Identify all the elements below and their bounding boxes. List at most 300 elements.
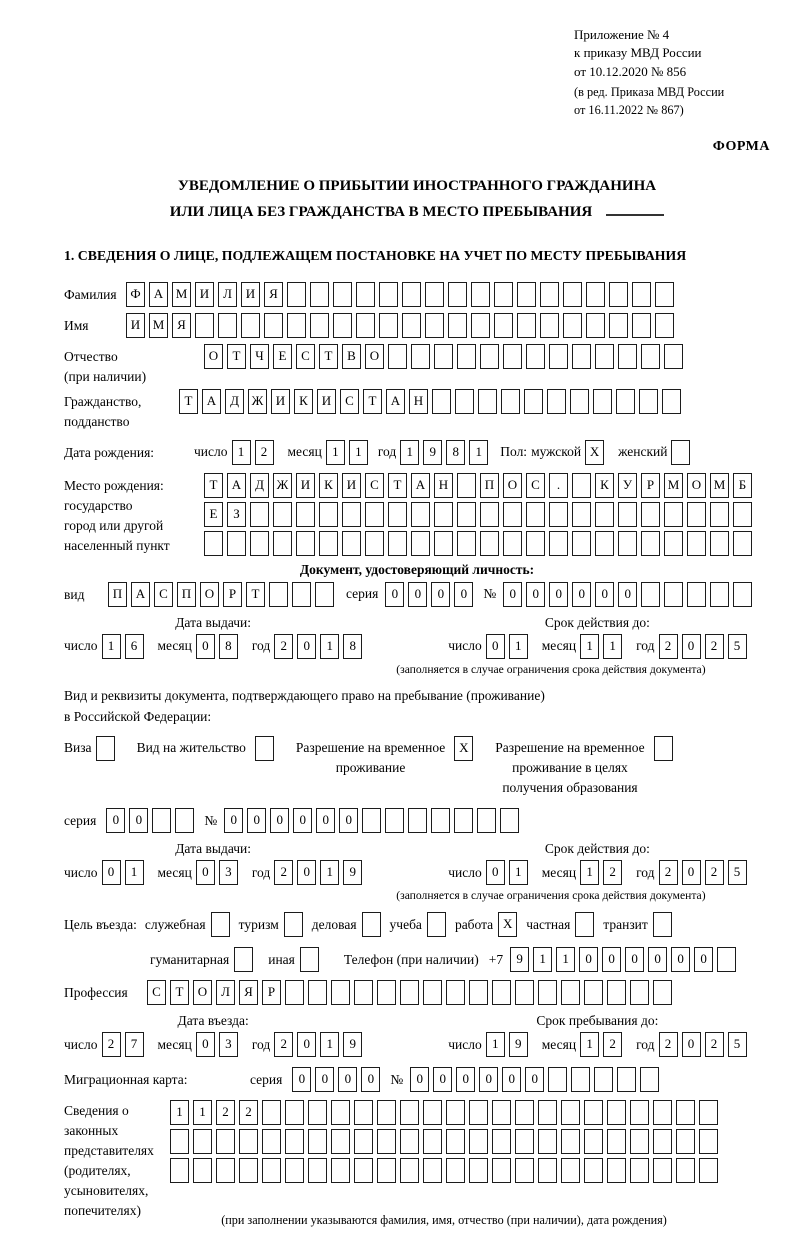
char-cell[interactable]: [315, 582, 334, 607]
char-cell[interactable]: [710, 582, 729, 607]
residence-issue-day-cells[interactable]: [102, 860, 144, 885]
char-cell[interactable]: [469, 980, 488, 1005]
char-cell[interactable]: [425, 282, 444, 307]
char-cell[interactable]: И: [126, 313, 145, 338]
char-cell[interactable]: 2: [659, 860, 678, 885]
char-cell[interactable]: [699, 1100, 718, 1125]
char-cell[interactable]: [273, 502, 292, 527]
given-name-cells[interactable]: [126, 313, 674, 338]
char-cell[interactable]: М: [664, 473, 683, 498]
char-cell[interactable]: 2: [216, 1100, 235, 1125]
char-cell[interactable]: [655, 282, 674, 307]
char-cell[interactable]: Т: [170, 980, 189, 1005]
char-cell[interactable]: [584, 1129, 603, 1154]
char-cell[interactable]: [478, 389, 497, 414]
char-cell[interactable]: 1: [509, 860, 528, 885]
char-cell[interactable]: [250, 531, 269, 556]
char-cell[interactable]: У: [618, 473, 637, 498]
char-cell[interactable]: 2: [603, 1032, 622, 1057]
char-cell[interactable]: 5: [728, 1032, 747, 1057]
char-cell[interactable]: 0: [408, 582, 427, 607]
char-cell[interactable]: Е: [273, 344, 292, 369]
identity-expiry-day-cells[interactable]: [486, 634, 528, 659]
char-cell[interactable]: И: [241, 282, 260, 307]
char-cell[interactable]: [515, 980, 534, 1005]
char-cell[interactable]: 0: [648, 947, 667, 972]
char-cell[interactable]: 5: [728, 860, 747, 885]
char-cell[interactable]: [607, 1100, 626, 1125]
char-cell[interactable]: [331, 1129, 350, 1154]
char-cell[interactable]: [423, 1100, 442, 1125]
birth-place-row1-cells[interactable]: [204, 473, 752, 498]
patronymic-cells[interactable]: [204, 344, 683, 369]
birth-place-row2-cells[interactable]: [204, 502, 752, 527]
char-cell[interactable]: [285, 1129, 304, 1154]
char-cell[interactable]: [377, 1129, 396, 1154]
char-cell[interactable]: [561, 1100, 580, 1125]
char-cell[interactable]: [170, 1158, 189, 1183]
char-cell[interactable]: [570, 389, 589, 414]
char-cell[interactable]: Р: [223, 582, 242, 607]
char-cell[interactable]: [538, 1129, 557, 1154]
char-cell[interactable]: 2: [102, 1032, 121, 1057]
char-cell[interactable]: [432, 389, 451, 414]
char-cell[interactable]: [216, 1129, 235, 1154]
char-cell[interactable]: [676, 1100, 695, 1125]
char-cell[interactable]: 0: [579, 947, 598, 972]
char-cell[interactable]: [411, 344, 430, 369]
char-cell[interactable]: К: [595, 473, 614, 498]
char-cell[interactable]: [653, 1158, 672, 1183]
char-cell[interactable]: [500, 808, 519, 833]
char-cell[interactable]: [503, 531, 522, 556]
char-cell[interactable]: [561, 980, 580, 1005]
char-cell[interactable]: [609, 282, 628, 307]
char-cell[interactable]: [524, 389, 543, 414]
char-cell[interactable]: 0: [270, 808, 289, 833]
char-cell[interactable]: [471, 282, 490, 307]
char-cell[interactable]: Б: [733, 473, 752, 498]
char-cell[interactable]: 1: [326, 440, 345, 465]
char-cell[interactable]: 0: [338, 1067, 357, 1092]
char-cell[interactable]: [425, 313, 444, 338]
purpose-official-checkbox[interactable]: [211, 912, 230, 937]
entry-year-cells[interactable]: [274, 1032, 362, 1057]
char-cell[interactable]: 1: [486, 1032, 505, 1057]
char-cell[interactable]: [492, 980, 511, 1005]
char-cell[interactable]: [641, 502, 660, 527]
char-cell[interactable]: [584, 1158, 603, 1183]
char-cell[interactable]: [549, 502, 568, 527]
char-cell[interactable]: 2: [705, 634, 724, 659]
char-cell[interactable]: [618, 531, 637, 556]
char-cell[interactable]: [494, 282, 513, 307]
char-cell[interactable]: [152, 808, 171, 833]
sex-male-checkbox[interactable]: X: [585, 440, 604, 465]
char-cell[interactable]: [287, 282, 306, 307]
residence-number-cells[interactable]: [224, 808, 519, 833]
char-cell[interactable]: [549, 344, 568, 369]
char-cell[interactable]: [408, 808, 427, 833]
char-cell[interactable]: 0: [361, 1067, 380, 1092]
char-cell[interactable]: 0: [502, 1067, 521, 1092]
char-cell[interactable]: [455, 389, 474, 414]
char-cell[interactable]: 0: [297, 860, 316, 885]
char-cell[interactable]: [241, 313, 260, 338]
char-cell[interactable]: 0: [503, 582, 522, 607]
visa-checkbox[interactable]: [96, 736, 115, 761]
char-cell[interactable]: [218, 313, 237, 338]
char-cell[interactable]: [492, 1129, 511, 1154]
char-cell[interactable]: 8: [446, 440, 465, 465]
char-cell[interactable]: [333, 282, 352, 307]
char-cell[interactable]: [308, 1158, 327, 1183]
char-cell[interactable]: [517, 313, 536, 338]
char-cell[interactable]: [434, 344, 453, 369]
char-cell[interactable]: П: [177, 582, 196, 607]
char-cell[interactable]: [572, 344, 591, 369]
identity-expiry-month-cells[interactable]: [580, 634, 622, 659]
char-cell[interactable]: 9: [343, 860, 362, 885]
char-cell[interactable]: [641, 344, 660, 369]
char-cell[interactable]: [572, 531, 591, 556]
char-cell[interactable]: 1: [193, 1100, 212, 1125]
char-cell[interactable]: 3: [219, 1032, 238, 1057]
identity-expiry-year-cells[interactable]: [659, 634, 747, 659]
char-cell[interactable]: [630, 1158, 649, 1183]
char-cell[interactable]: [664, 344, 683, 369]
char-cell[interactable]: [193, 1129, 212, 1154]
char-cell[interactable]: [733, 531, 752, 556]
char-cell[interactable]: [434, 502, 453, 527]
char-cell[interactable]: [400, 980, 419, 1005]
char-cell[interactable]: Л: [218, 282, 237, 307]
char-cell[interactable]: [262, 1158, 281, 1183]
char-cell[interactable]: 0: [106, 808, 125, 833]
char-cell[interactable]: [632, 313, 651, 338]
char-cell[interactable]: 2: [274, 860, 293, 885]
char-cell[interactable]: [377, 980, 396, 1005]
char-cell[interactable]: И: [317, 389, 336, 414]
char-cell[interactable]: [423, 1158, 442, 1183]
entry-day-cells[interactable]: [102, 1032, 144, 1057]
birth-month-cells[interactable]: [326, 440, 368, 465]
char-cell[interactable]: 1: [125, 860, 144, 885]
char-cell[interactable]: [641, 531, 660, 556]
char-cell[interactable]: [503, 502, 522, 527]
purpose-work-checkbox[interactable]: X: [498, 912, 517, 937]
char-cell[interactable]: С: [365, 473, 384, 498]
char-cell[interactable]: О: [503, 473, 522, 498]
char-cell[interactable]: 0: [385, 582, 404, 607]
char-cell[interactable]: [216, 1158, 235, 1183]
stay-month-cells[interactable]: [580, 1032, 622, 1057]
char-cell[interactable]: 2: [274, 1032, 293, 1057]
char-cell[interactable]: [662, 389, 681, 414]
char-cell[interactable]: [362, 808, 381, 833]
char-cell[interactable]: [457, 344, 476, 369]
char-cell[interactable]: 0: [316, 808, 335, 833]
char-cell[interactable]: 0: [479, 1067, 498, 1092]
char-cell[interactable]: 0: [682, 1032, 701, 1057]
char-cell[interactable]: 1: [320, 1032, 339, 1057]
char-cell[interactable]: [402, 282, 421, 307]
char-cell[interactable]: 0: [525, 1067, 544, 1092]
migration-card-number-cells[interactable]: [410, 1067, 659, 1092]
char-cell[interactable]: [239, 1129, 258, 1154]
char-cell[interactable]: 2: [239, 1100, 258, 1125]
char-cell[interactable]: [653, 1129, 672, 1154]
char-cell[interactable]: 1: [580, 860, 599, 885]
char-cell[interactable]: [400, 1100, 419, 1125]
char-cell[interactable]: [549, 531, 568, 556]
char-cell[interactable]: 0: [618, 582, 637, 607]
char-cell[interactable]: Т: [363, 389, 382, 414]
char-cell[interactable]: 1: [580, 1032, 599, 1057]
char-cell[interactable]: [630, 980, 649, 1005]
representatives-row3-cells[interactable]: [170, 1158, 718, 1183]
stay-year-cells[interactable]: [659, 1032, 747, 1057]
char-cell[interactable]: [469, 1129, 488, 1154]
char-cell[interactable]: [538, 1100, 557, 1125]
char-cell[interactable]: Т: [246, 582, 265, 607]
char-cell[interactable]: [607, 1158, 626, 1183]
char-cell[interactable]: [561, 1129, 580, 1154]
char-cell[interactable]: [269, 582, 288, 607]
char-cell[interactable]: 1: [320, 860, 339, 885]
char-cell[interactable]: [354, 1158, 373, 1183]
char-cell[interactable]: [630, 1100, 649, 1125]
char-cell[interactable]: 2: [659, 634, 678, 659]
char-cell[interactable]: А: [149, 282, 168, 307]
char-cell[interactable]: [653, 980, 672, 1005]
char-cell[interactable]: [342, 502, 361, 527]
char-cell[interactable]: Т: [319, 344, 338, 369]
char-cell[interactable]: [586, 282, 605, 307]
char-cell[interactable]: [457, 502, 476, 527]
char-cell[interactable]: [308, 1100, 327, 1125]
char-cell[interactable]: О: [687, 473, 706, 498]
char-cell[interactable]: 0: [602, 947, 621, 972]
char-cell[interactable]: Ж: [248, 389, 267, 414]
profession-cells[interactable]: [147, 980, 672, 1005]
residence-expiry-year-cells[interactable]: [659, 860, 747, 885]
char-cell[interactable]: Я: [239, 980, 258, 1005]
char-cell[interactable]: А: [386, 389, 405, 414]
char-cell[interactable]: 0: [293, 808, 312, 833]
char-cell[interactable]: [434, 531, 453, 556]
char-cell[interactable]: [448, 313, 467, 338]
char-cell[interactable]: [388, 531, 407, 556]
char-cell[interactable]: [526, 344, 545, 369]
char-cell[interactable]: П: [480, 473, 499, 498]
char-cell[interactable]: О: [204, 344, 223, 369]
char-cell[interactable]: [639, 389, 658, 414]
citizenship-cells[interactable]: [179, 389, 681, 414]
char-cell[interactable]: Д: [250, 473, 269, 498]
char-cell[interactable]: 0: [297, 1032, 316, 1057]
char-cell[interactable]: Н: [409, 389, 428, 414]
char-cell[interactable]: 1: [533, 947, 552, 972]
char-cell[interactable]: 5: [728, 634, 747, 659]
char-cell[interactable]: [385, 808, 404, 833]
residence-seriya-cells[interactable]: [106, 808, 194, 833]
char-cell[interactable]: 1: [509, 634, 528, 659]
char-cell[interactable]: М: [149, 313, 168, 338]
char-cell[interactable]: М: [710, 473, 729, 498]
migration-card-seriya-cells[interactable]: [292, 1067, 380, 1092]
char-cell[interactable]: [354, 1100, 373, 1125]
char-cell[interactable]: 0: [292, 1067, 311, 1092]
identity-doc-seriya-cells[interactable]: [385, 582, 473, 607]
char-cell[interactable]: К: [294, 389, 313, 414]
char-cell[interactable]: Я: [172, 313, 191, 338]
char-cell[interactable]: [503, 344, 522, 369]
char-cell[interactable]: [333, 313, 352, 338]
char-cell[interactable]: [250, 502, 269, 527]
char-cell[interactable]: 0: [410, 1067, 429, 1092]
char-cell[interactable]: О: [365, 344, 384, 369]
char-cell[interactable]: [457, 473, 476, 498]
char-cell[interactable]: В: [342, 344, 361, 369]
char-cell[interactable]: [354, 1129, 373, 1154]
char-cell[interactable]: 0: [339, 808, 358, 833]
char-cell[interactable]: А: [227, 473, 246, 498]
char-cell[interactable]: 0: [486, 860, 505, 885]
char-cell[interactable]: [699, 1129, 718, 1154]
char-cell[interactable]: [595, 502, 614, 527]
char-cell[interactable]: [480, 531, 499, 556]
char-cell[interactable]: [411, 502, 430, 527]
char-cell[interactable]: К: [319, 473, 338, 498]
identity-issue-year-cells[interactable]: [274, 634, 362, 659]
surname-cells[interactable]: [126, 282, 674, 307]
char-cell[interactable]: [687, 531, 706, 556]
char-cell[interactable]: 1: [170, 1100, 189, 1125]
residence-issue-month-cells[interactable]: [196, 860, 238, 885]
char-cell[interactable]: 0: [297, 634, 316, 659]
purpose-business-checkbox[interactable]: [362, 912, 381, 937]
char-cell[interactable]: 1: [102, 634, 121, 659]
char-cell[interactable]: [607, 1129, 626, 1154]
purpose-humanitarian-checkbox[interactable]: [234, 947, 253, 972]
char-cell[interactable]: Т: [204, 473, 223, 498]
char-cell[interactable]: [492, 1158, 511, 1183]
char-cell[interactable]: [492, 1100, 511, 1125]
purpose-private-checkbox[interactable]: [575, 912, 594, 937]
char-cell[interactable]: [632, 282, 651, 307]
char-cell[interactable]: Я: [264, 282, 283, 307]
char-cell[interactable]: [641, 582, 660, 607]
char-cell[interactable]: [356, 282, 375, 307]
char-cell[interactable]: [365, 502, 384, 527]
char-cell[interactable]: [480, 502, 499, 527]
char-cell[interactable]: 0: [456, 1067, 475, 1092]
char-cell[interactable]: [310, 313, 329, 338]
char-cell[interactable]: 0: [549, 582, 568, 607]
char-cell[interactable]: [584, 980, 603, 1005]
char-cell[interactable]: [446, 1158, 465, 1183]
char-cell[interactable]: [356, 313, 375, 338]
purpose-study-checkbox[interactable]: [427, 912, 446, 937]
char-cell[interactable]: [379, 313, 398, 338]
char-cell[interactable]: С: [526, 473, 545, 498]
char-cell[interactable]: [540, 313, 559, 338]
char-cell[interactable]: Н: [434, 473, 453, 498]
char-cell[interactable]: [515, 1100, 534, 1125]
char-cell[interactable]: [319, 531, 338, 556]
residence-expiry-month-cells[interactable]: [580, 860, 622, 885]
char-cell[interactable]: [273, 531, 292, 556]
char-cell[interactable]: [547, 389, 566, 414]
char-cell[interactable]: 2: [274, 634, 293, 659]
char-cell[interactable]: 1: [556, 947, 575, 972]
char-cell[interactable]: [342, 531, 361, 556]
identity-doc-kind-cells[interactable]: [108, 582, 334, 607]
char-cell[interactable]: [379, 282, 398, 307]
char-cell[interactable]: 2: [603, 860, 622, 885]
char-cell[interactable]: [676, 1129, 695, 1154]
char-cell[interactable]: [717, 947, 736, 972]
char-cell[interactable]: [480, 344, 499, 369]
char-cell[interactable]: Д: [225, 389, 244, 414]
char-cell[interactable]: [411, 531, 430, 556]
char-cell[interactable]: [377, 1100, 396, 1125]
char-cell[interactable]: 0: [431, 582, 450, 607]
char-cell[interactable]: [494, 313, 513, 338]
char-cell[interactable]: [733, 582, 752, 607]
char-cell[interactable]: 8: [343, 634, 362, 659]
char-cell[interactable]: [457, 531, 476, 556]
char-cell[interactable]: Ф: [126, 282, 145, 307]
char-cell[interactable]: [618, 344, 637, 369]
char-cell[interactable]: [607, 980, 626, 1005]
char-cell[interactable]: 2: [659, 1032, 678, 1057]
stay-day-cells[interactable]: [486, 1032, 528, 1057]
char-cell[interactable]: 0: [682, 634, 701, 659]
char-cell[interactable]: [308, 980, 327, 1005]
char-cell[interactable]: А: [131, 582, 150, 607]
char-cell[interactable]: [469, 1100, 488, 1125]
char-cell[interactable]: [595, 531, 614, 556]
char-cell[interactable]: [655, 313, 674, 338]
char-cell[interactable]: Т: [227, 344, 246, 369]
char-cell[interactable]: 1: [400, 440, 419, 465]
char-cell[interactable]: [526, 531, 545, 556]
char-cell[interactable]: [431, 808, 450, 833]
char-cell[interactable]: О: [193, 980, 212, 1005]
char-cell[interactable]: [402, 313, 421, 338]
identity-issue-day-cells[interactable]: [102, 634, 144, 659]
char-cell[interactable]: Т: [388, 473, 407, 498]
char-cell[interactable]: [563, 282, 582, 307]
char-cell[interactable]: [285, 980, 304, 1005]
char-cell[interactable]: [446, 1100, 465, 1125]
sex-female-checkbox[interactable]: [671, 440, 690, 465]
char-cell[interactable]: И: [296, 473, 315, 498]
char-cell[interactable]: 8: [219, 634, 238, 659]
char-cell[interactable]: Ч: [250, 344, 269, 369]
char-cell[interactable]: [687, 582, 706, 607]
char-cell[interactable]: [423, 980, 442, 1005]
char-cell[interactable]: [175, 808, 194, 833]
char-cell[interactable]: [446, 1129, 465, 1154]
char-cell[interactable]: 0: [625, 947, 644, 972]
char-cell[interactable]: 0: [595, 582, 614, 607]
char-cell[interactable]: [664, 502, 683, 527]
char-cell[interactable]: [262, 1100, 281, 1125]
char-cell[interactable]: Ж: [273, 473, 292, 498]
